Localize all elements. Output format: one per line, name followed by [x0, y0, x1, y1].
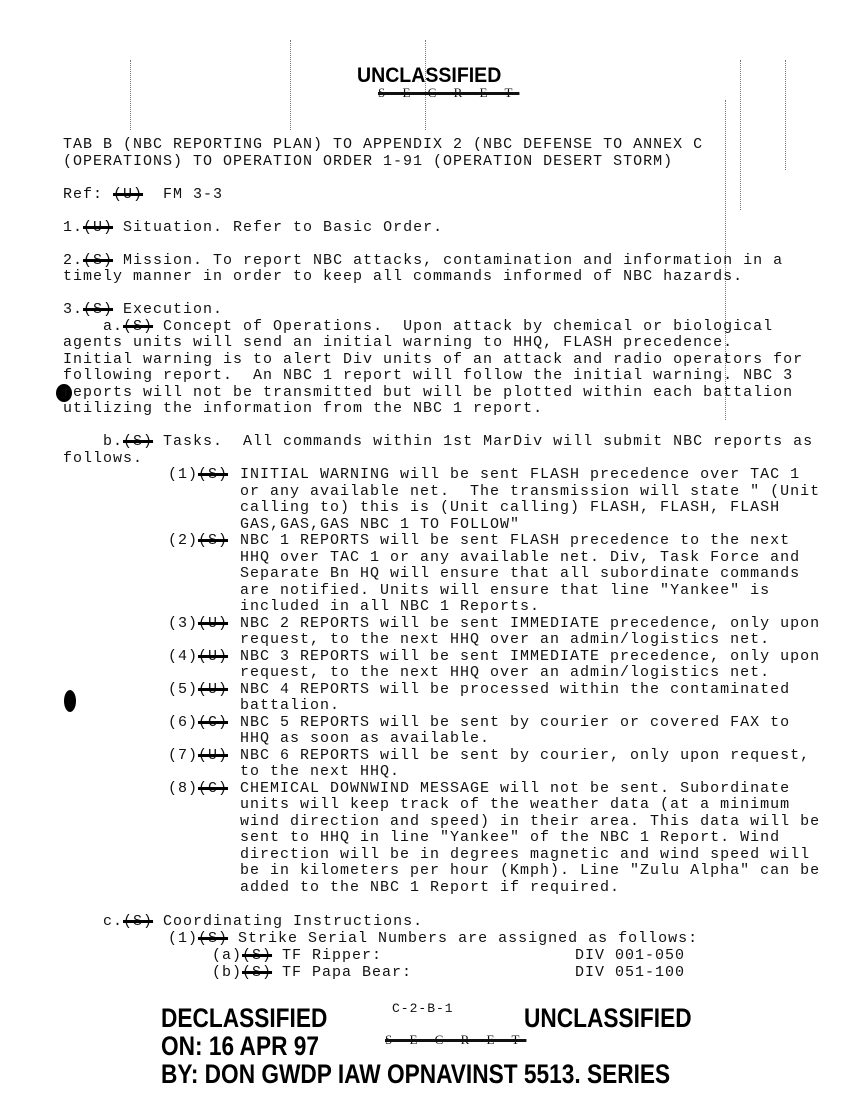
- scan-artifact: [785, 60, 786, 170]
- classification-mark: (S): [198, 466, 229, 483]
- para-number: c.: [103, 913, 124, 930]
- para-number: 1.: [63, 218, 84, 236]
- item-number: (2): [168, 532, 199, 549]
- paragraph-2: [63, 252, 783, 270]
- classification-mark: (U): [113, 185, 144, 203]
- classification-mark: (U): [198, 680, 229, 698]
- task-number: [168, 681, 228, 699]
- task-line: to the next HHQ.: [240, 763, 401, 780]
- title-line: (OPERATIONS) TO OPERATION ORDER 1-91 (OPERATION DESERT STORM): [63, 152, 674, 170]
- classification-mark: (S): [123, 913, 154, 930]
- item-number: (1): [168, 930, 199, 947]
- scan-artifact: [130, 60, 131, 130]
- header-struck-secret: S E C R E T: [378, 85, 520, 100]
- task-line: NBC 3 REPORTS will be sent IMMEDIATE precedence, only upon: [240, 647, 821, 665]
- para-line: following report. An NBC 1 report will follow the initial warning. NBC 3: [63, 367, 794, 384]
- declassified-date: ON: 16 APR 97: [161, 1031, 319, 1061]
- para-line: Initial warning is to alert Div units of an attack and radio operators for: [63, 350, 804, 368]
- classification-mark: (C): [198, 779, 229, 797]
- scan-blot: [64, 690, 76, 712]
- task-line: NBC 2 REPORTS will be sent IMMEDIATE precedence, only upon: [240, 614, 821, 632]
- ref-label: Ref:: [63, 185, 114, 203]
- scan-artifact: [290, 40, 291, 130]
- para-line: agents units will send an initial warning to HHQ, FLASH precedence.: [63, 334, 734, 351]
- task-line: NBC 4 REPORTS will be processed within the contaminated: [240, 680, 791, 698]
- paragraph-3b: [103, 433, 813, 451]
- item-number: (5): [168, 680, 199, 698]
- serial-range: DIV 051-100: [575, 964, 686, 981]
- para-text: Coordinating Instructions.: [153, 913, 424, 930]
- scan-artifact: [740, 60, 741, 210]
- task-line: added to the NBC 1 Report if required.: [240, 878, 621, 896]
- task-line: request, to the next HHQ over an admin/logistics net.: [240, 664, 771, 681]
- para-text: Tasks. All commands within 1st MarDiv will submit NBC reports as: [153, 433, 814, 450]
- para-number: 2.: [63, 251, 84, 269]
- item-number: (6): [168, 713, 199, 731]
- task-line: GAS,GAS,GAS NBC 1 TO FOLLOW": [240, 515, 521, 533]
- para-line: utilizing the information from the NBC 1 report.: [63, 400, 544, 417]
- classification-mark: (S): [83, 251, 114, 269]
- para-text: Execution.: [113, 301, 224, 318]
- declassification-authority: BY: DON GWDP IAW OPNAVINST 5513. SERIES: [161, 1059, 671, 1089]
- paragraph-1: [63, 219, 443, 237]
- classification-mark: (S): [198, 930, 229, 947]
- coordinating-item: [168, 930, 698, 948]
- classification-mark: (S): [198, 532, 229, 549]
- classification-mark: (U): [198, 746, 229, 764]
- task-line: NBC 5 REPORTS will be sent by courier or covered FAX to: [240, 713, 791, 731]
- task-line: battalion.: [240, 697, 341, 714]
- serial-range: DIV 001-050: [575, 947, 686, 964]
- task-line: HHQ as soon as available.: [240, 730, 491, 747]
- task-line: NBC 1 REPORTS will be sent FLASH precedence to the next: [240, 532, 791, 549]
- task-line: direction will be in degrees magnetic and wind speed will: [240, 845, 811, 863]
- classification-mark: (S): [242, 964, 273, 981]
- task-line: wind direction and speed) in their area. This data will be: [240, 812, 821, 830]
- item-number: (4): [168, 647, 199, 665]
- task-number: [168, 466, 228, 484]
- task-line: NBC 6 REPORTS will be sent by courier, only upon request,: [240, 746, 811, 764]
- row-label: TF Papa Bear:: [272, 964, 413, 981]
- task-number: [168, 780, 228, 798]
- footer-classification: UNCLASSIFIED: [524, 1003, 692, 1033]
- task-number: [168, 615, 228, 633]
- declassified-stamp: DECLASSIFIED: [161, 1003, 328, 1033]
- classification-mark: (U): [198, 614, 229, 632]
- item-number: (8): [168, 779, 199, 797]
- row-number: (a): [212, 947, 243, 964]
- paragraph-3: [63, 301, 223, 319]
- task-line: CHEMICAL DOWNWIND MESSAGE will not be sent. Subordinate: [240, 779, 791, 797]
- item-number: (7): [168, 746, 199, 764]
- task-line: Separate Bn HQ will ensure that all subordinate commands: [240, 565, 801, 582]
- task-line: units will keep track of the weather data (at a minimum: [240, 796, 791, 813]
- task-number: [168, 747, 228, 765]
- para-line: follows.: [63, 449, 144, 467]
- reference-line: [63, 186, 223, 204]
- task-number: [168, 532, 228, 550]
- para-number: 3.: [63, 301, 84, 318]
- footer-struck-secret: S E C R E T: [385, 1032, 527, 1047]
- classification-mark: (U): [198, 647, 229, 665]
- task-number: [168, 714, 228, 732]
- item-number: (1): [168, 466, 199, 483]
- para-line: reports will not be transmitted but will be plotted within each battalion: [63, 383, 794, 401]
- para-number: b.: [103, 433, 124, 450]
- task-line: included in all NBC 1 Reports.: [240, 598, 541, 615]
- serial-row: [212, 964, 412, 982]
- classification-mark: (S): [123, 433, 154, 450]
- classification-mark: (S): [123, 317, 154, 335]
- task-line: sent to HHQ in line "Yankee" of the NBC 1 Report. Wind: [240, 829, 781, 846]
- para-line: timely manner in order to keep all commands informed of NBC hazards.: [63, 268, 744, 285]
- classification-mark: (U): [83, 218, 114, 236]
- classification-mark: (S): [242, 947, 273, 964]
- para-text: Mission. To report NBC attacks, contamination and information in a: [113, 251, 784, 269]
- item-text: Strike Serial Numbers are assigned as follows:: [228, 930, 699, 947]
- classification-mark: (S): [83, 301, 114, 318]
- classification-mark: (C): [198, 713, 229, 731]
- row-label: TF Ripper:: [272, 947, 383, 964]
- task-line: are notified. Units will ensure that line "Yankee" is: [240, 581, 771, 599]
- paragraph-3c: [103, 913, 423, 931]
- para-number: a.: [103, 317, 124, 335]
- task-number: [168, 648, 228, 666]
- task-line: be in kilometers per hour (Kmph). Line "Zulu Alpha" can be: [240, 862, 821, 879]
- page-number: C-2-B-1: [392, 1001, 454, 1016]
- para-text: Concept of Operations. Upon attack by chemical or biological: [153, 317, 774, 335]
- item-number: (3): [168, 614, 199, 632]
- serial-row: [212, 947, 382, 965]
- paragraph-3a: [103, 318, 773, 336]
- row-number: (b): [212, 964, 243, 981]
- task-line: HHQ over TAC 1 or any available net. Div, Task Force and: [240, 548, 801, 566]
- task-line: or any available net. The transmission will state " (Unit: [240, 482, 821, 500]
- title-line: TAB B (NBC REPORTING PLAN) TO APPENDIX 2 (NBC DEFENSE TO ANNEX C: [63, 136, 704, 153]
- task-line: request, to the next HHQ over an admin/logistics net.: [240, 631, 771, 648]
- task-line: INITIAL WARNING will be sent FLASH precedence over TAC 1: [240, 466, 801, 483]
- header-classification: UNCLASSIFIED: [357, 64, 502, 87]
- task-line: calling to) this is (Unit calling) FLASH, FLASH, FLASH: [240, 499, 781, 516]
- ref-text: FM 3-3: [143, 185, 224, 203]
- para-text: Situation. Refer to Basic Order.: [113, 218, 444, 236]
